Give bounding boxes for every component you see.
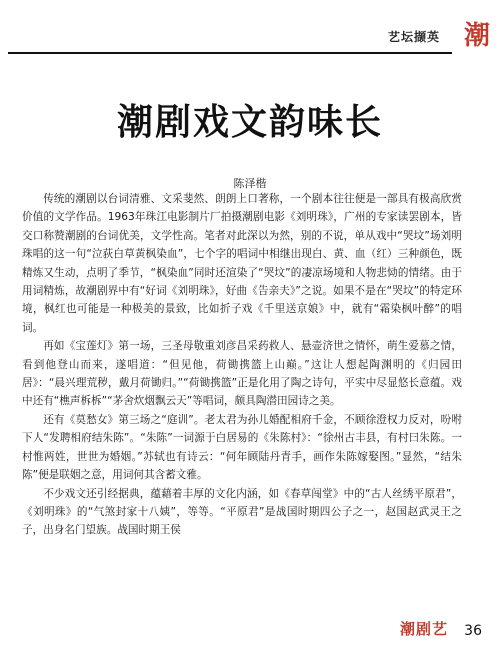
section-logo-icon: 潮: [463, 21, 490, 51]
page-number: 36: [464, 623, 482, 639]
paragraph-1: 传统的潮剧以台词清雅、文采斐然、朗朗上口著称，一个剧本往往便是一部具有极高欣赏价值的文学作品。1963年珠江电影制片厂拍摄潮剧电影《刘明珠》，广州的专家读罢剧本，皆交口称赞潮剧的台词优美，文学性高。笔者对此深以为然，别的不说，单从戏中“哭坟”场刘明珠唱的这一句“泣荻白草黄枫染血”，七个字的唱词中相继出现白、黄、血（红）三种颜色，既精炼又生动，点明了季节，“枫染血”同时还渲染了“哭坟”的凄凉场境和人物悲恸的情绪。由于用词精炼，故潮剧界中有“好词《刘明珠》，好曲《告亲夫》”之说。如果不是在“哭坟”的特定环境，枫红也可能是一种极美的景致，比如折子戏《千里送京娘》中，就有“霜染枫叶醉”的唱词。: [22, 193, 462, 334]
magazine-logo: 潮剧艺: [399, 620, 448, 638]
article-author: 陈泽楷: [233, 177, 267, 190]
header-rule: [8, 52, 452, 54]
paragraph-4: 不少戏文还引经据典，蕴藉着丰厚的文化内涵，如《春草闯堂》中的“古人丝绣平原君”，《刘明珠》的“气煞封家十八姨”，等等。“平原君”是战国时期四公子之一，赵国赵武灵王之子，出身名门望族。战国时期王侯: [22, 487, 462, 537]
paragraph-3: 还有《莫愁女》第三场之“庭训”。老太君为孙儿婚配相府千金，不顾徐澄权力反对，吩咐下人“发聘相府结朱陈”。“朱陈”一词源于白居易的《朱陈村》：“徐州古丰县，有村曰朱陈。一村惟两姓，世世为婚姻。”苏轼也有诗云：“何年顾陆丹青手，画作朱陈嫁娶图。”显然，“结朱陈”便是联姻之意，用词何其含蓄文雅。: [22, 413, 462, 482]
paragraph-2: 再如《宝莲灯》第一场，三圣母敬重刘彦昌采药救人、悬壶济世之情怀，萌生爱慕之情，看到他登山而来，遂唱道：“但见他，荷锄携篮上山巅。”这让人想起陶渊明的《归园田居》：“晨兴理荒秽，戴月荷锄归。”“荷锄携篮”正是化用了陶之诗句，平实中尽显悠长意蕴。戏中还有“樵声柝柝”“茅舍炊烟飘云天”等唱词，颇具陶潜田园诗之美。: [22, 340, 462, 408]
article-title: 潮剧戏文韵味长: [116, 102, 383, 143]
section-label: 艺坛撷英: [387, 30, 440, 44]
article-body: [22, 190, 462, 540]
